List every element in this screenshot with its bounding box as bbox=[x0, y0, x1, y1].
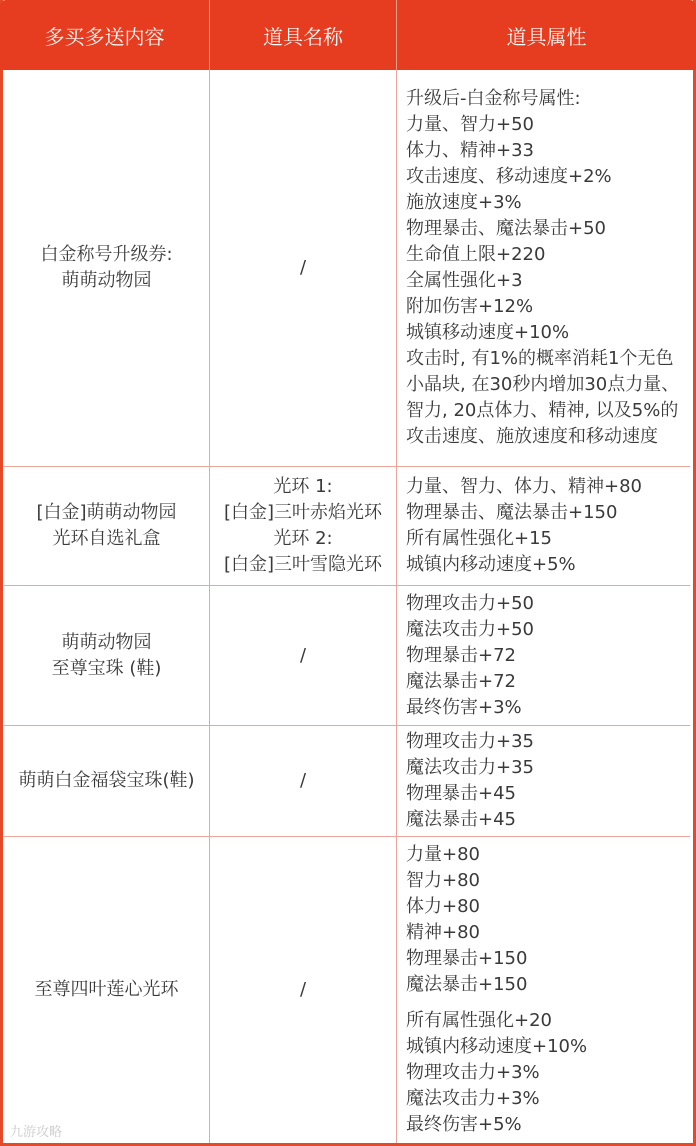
attribute-line: 攻击速度、移动速度+2% bbox=[406, 166, 612, 187]
row-content-cell bbox=[4, 837, 210, 1143]
header-content: 多买多送内容 bbox=[0, 0, 210, 70]
attribute-line: 物理暴击、魔法暴击+150 bbox=[406, 502, 618, 523]
row-item-name-cell bbox=[210, 467, 397, 585]
attribute-line: 力量+80 bbox=[406, 844, 480, 865]
row-attributes-cell bbox=[397, 837, 690, 1143]
attribute-line: 物理暴击+150 bbox=[406, 948, 528, 969]
row-item-name-cell bbox=[210, 586, 397, 725]
table-row bbox=[4, 70, 690, 467]
row-content-cell bbox=[4, 726, 210, 836]
attribute-line: 力量、智力、体力、精神+80 bbox=[406, 476, 642, 497]
row-attributes-cell bbox=[397, 726, 690, 836]
attribute-line: 城镇内移动速度+5% bbox=[406, 554, 576, 575]
row-attributes-cell bbox=[397, 586, 690, 725]
attribute-line: 最终伤害+5% bbox=[406, 1114, 522, 1135]
row-item-name-cell bbox=[210, 837, 397, 1143]
table-header bbox=[0, 0, 696, 70]
row-attributes-cell bbox=[397, 467, 690, 585]
row-content-cell bbox=[4, 586, 210, 725]
row-item-name-cell bbox=[210, 726, 397, 836]
row-content-cell bbox=[4, 467, 210, 585]
attribute-line: 魔法攻击力+35 bbox=[406, 757, 534, 778]
attribute-line: 全属性强化+3 bbox=[406, 270, 523, 291]
attribute-line: 精神+80 bbox=[406, 922, 480, 943]
row-content-text: [白金]萌萌动物园 bbox=[36, 502, 177, 523]
table-row bbox=[4, 726, 690, 837]
attribute-group-gap bbox=[406, 998, 684, 1008]
attribute-paragraph: 攻击时, 有1%的概率消耗1个无色小晶块, 在30秒内增加30点力量、智力, 20点体力、精神, 以及5%的攻击速度、施放速度和移动速度 bbox=[406, 348, 680, 447]
attribute-line: 魔法暴击+72 bbox=[406, 670, 516, 692]
table-row bbox=[4, 837, 690, 1143]
attribute-line: 物理暴击+45 bbox=[406, 783, 516, 804]
row-item-name-text: [白金]三叶赤焰光环 bbox=[223, 502, 383, 523]
attribute-line: 魔法攻击力+50 bbox=[406, 618, 534, 640]
attribute-line: 城镇内移动速度+10% bbox=[406, 1036, 588, 1057]
row-item-name-text: 光环 1: bbox=[273, 476, 333, 497]
attribute-line: 施放速度+3% bbox=[406, 192, 522, 213]
attribute-line: 物理攻击力+3% bbox=[406, 1062, 540, 1083]
row-item-name-cell bbox=[210, 70, 397, 466]
row-item-name-text: 光环 2: bbox=[273, 528, 333, 549]
row-attributes-cell bbox=[397, 70, 690, 466]
attribute-line: 魔法暴击+45 bbox=[406, 809, 516, 830]
table-row bbox=[4, 467, 690, 586]
attribute-line: 魔法暴击+150 bbox=[406, 974, 528, 995]
attribute-line: 生命值上限+220 bbox=[406, 244, 546, 265]
row-item-name-text: [白金]三叶雪隐光环 bbox=[223, 554, 383, 575]
row-content-text: 至尊四叶莲心光环 bbox=[34, 979, 179, 1000]
attribute-line: 物理暴击+72 bbox=[406, 644, 516, 666]
attribute-line: 魔法攻击力+3% bbox=[406, 1088, 540, 1109]
row-content-cell bbox=[4, 70, 210, 466]
attribute-line: 所有属性强化+20 bbox=[406, 1010, 552, 1031]
row-content-text: 萌萌动物园 bbox=[61, 631, 152, 653]
attribute-line: 升级后-白金称号属性: bbox=[406, 88, 581, 109]
attribute-line: 物理暴击、魔法暴击+50 bbox=[406, 218, 606, 239]
row-content-text: 光环自选礼盒 bbox=[52, 528, 161, 549]
attribute-line: 物理攻击力+35 bbox=[406, 731, 534, 752]
watermark: 九游攻略 bbox=[10, 1125, 63, 1140]
row-item-name-text: / bbox=[299, 257, 307, 278]
header-attributes: 道具属性 bbox=[506, 24, 587, 49]
table-row bbox=[4, 586, 690, 726]
attribute-line: 力量、智力+50 bbox=[406, 114, 534, 135]
row-item-name-text: / bbox=[299, 770, 307, 791]
attribute-line: 智力+80 bbox=[406, 870, 480, 891]
row-content-text: 白金称号升级券: bbox=[40, 244, 173, 265]
attribute-line: 物理攻击力+50 bbox=[406, 592, 534, 614]
row-content-text: 萌萌白金福袋宝珠(鞋) bbox=[18, 770, 195, 791]
row-item-name-text: / bbox=[299, 644, 307, 666]
attribute-line: 体力、精神+33 bbox=[406, 140, 534, 161]
row-item-name-text: / bbox=[299, 979, 307, 1000]
row-content-text: 至尊宝珠 (鞋) bbox=[51, 657, 162, 679]
header-item-name: 道具名称 bbox=[210, 0, 397, 70]
attribute-line: 城镇移动速度+10% bbox=[406, 322, 570, 343]
attribute-line: 附加伤害+12% bbox=[406, 296, 534, 317]
attribute-line: 最终伤害+3% bbox=[406, 696, 522, 718]
attribute-line: 所有属性强化+15 bbox=[406, 528, 552, 549]
attribute-line: 体力+80 bbox=[406, 896, 480, 917]
row-content-text: 萌萌动物园 bbox=[61, 270, 152, 291]
